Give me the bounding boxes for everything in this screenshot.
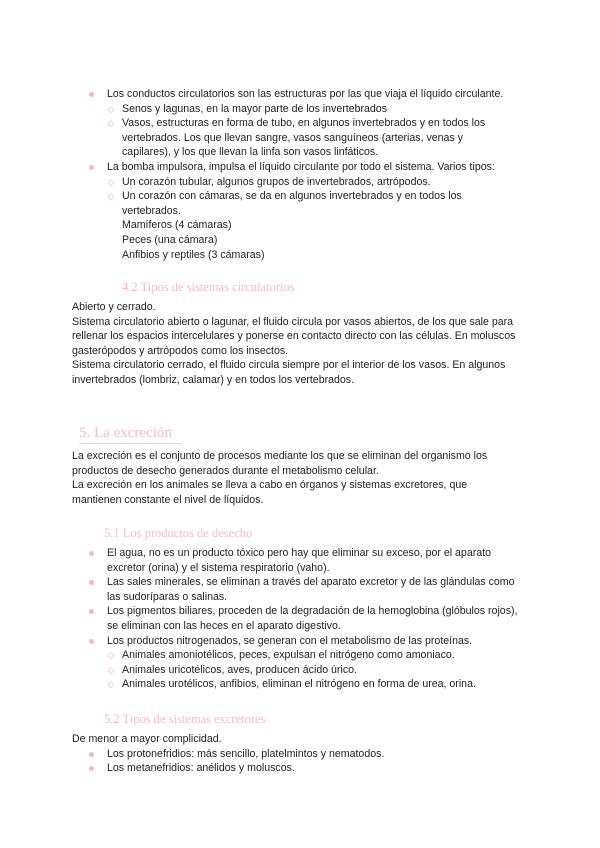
diamond-outline-icon: ◇ bbox=[107, 118, 115, 129]
list-item: Los pigmentos biliares, proceden de la degradación de la hemoglobina (glóbulos rojos), se eliminan con las heces en el aparato digestivo. bbox=[72, 604, 530, 633]
diamond-outline-icon: ◇ bbox=[107, 103, 115, 114]
paragraph: De menor a mayor complicidad. bbox=[72, 733, 222, 745]
list-item: ◇ Vasos, estructuras en forma de tubo, en algunos invertebrados y en todos los vertebrados. Los que llevan sangre, vasos sanguíneos (arterias, venas y capilares), y los que llevan la linfa son vasos linfáticos. bbox=[107, 117, 486, 159]
list-item: ◇ Senos y lagunas, en la mayor parte de los invertebrados bbox=[107, 102, 387, 115]
list-item: Los conductos circulatorios son las estructuras por las que viaja el líquido circulante. bbox=[72, 87, 532, 102]
list-item: Los protonefridios: más sencillo, platelmintos y nematodos. bbox=[72, 747, 530, 762]
diamond-outline-icon: ◇ bbox=[107, 664, 115, 675]
paragraph: La excreción en los animales se lleva a cabo en órganos y sistemas excretores, que mantienen constante el nivel de líquidos. bbox=[72, 479, 468, 506]
pink-dot-icon bbox=[89, 766, 94, 771]
list-item: ◇ Animales urotélicos, anfibios, eliminan el nitrógeno en forma de urea, orina. bbox=[107, 678, 476, 691]
diamond-outline-icon: ◇ bbox=[107, 679, 115, 690]
section-heading-5-1: 5.1 Los productos de desecho bbox=[104, 526, 253, 540]
pink-dot-icon bbox=[89, 609, 94, 614]
list-item: ◇ Un corazón con cámaras, se da en algunos invertebrados y en todos los vertebrados. bbox=[107, 190, 462, 217]
list-item: Las sales minerales, se eliminan a través del aparato excretor y de las glándulas como las sudoríparas o salinas. bbox=[72, 575, 527, 604]
pink-dot-icon bbox=[89, 92, 94, 97]
section-heading-5-2: 5.2 Tipos de sistemas excretores bbox=[104, 712, 266, 726]
list-continuation: Mamíferos (4 cámaras) bbox=[122, 219, 232, 232]
paragraph: Sistema circulatorio cerrado, el fluido circula siempre por el interior de los vasos. En algunos invertebrados (lombriz, calamar) y en todos los vertebrados. bbox=[72, 359, 506, 386]
section-heading-4-2: 4.2 Tipos de sistemas circulatorios bbox=[122, 280, 295, 294]
section-5-body bbox=[72, 449, 517, 507]
diamond-outline-icon: ◇ bbox=[107, 650, 115, 661]
paragraph: Abierto y cerrado. bbox=[72, 301, 156, 313]
list-item: ◇ Animales uricotélicos, aves, producen ácido úrico. bbox=[107, 663, 357, 676]
list-item: Los metanefridios: anélidos y moluscos. bbox=[72, 761, 530, 776]
pink-dot-icon bbox=[89, 551, 94, 556]
list-item: Los productos nitrogenados, se generan con el metabolismo de las proteínas. bbox=[72, 634, 530, 649]
pink-dot-icon bbox=[89, 752, 94, 757]
circulatory-list bbox=[72, 87, 532, 262]
waste-products-list bbox=[72, 546, 530, 692]
section-heading-5-text: 5. La excreción bbox=[79, 425, 172, 441]
paragraph: Sistema circulatorio abierto o lagunar, el fluido circula por vasos abiertos, de los que sale para rellenar los espacios intercelulares y ponerse en contacto directo con las células. En moluscos gasterópodos y artrópodos como los insectos. bbox=[72, 315, 516, 357]
list-continuation: Anfibios y reptiles (3 cámaras) bbox=[122, 248, 265, 261]
diamond-outline-icon: ◇ bbox=[107, 176, 115, 187]
list-item: ◇ Un corazón tubular, algunos grupos de invertebrados, artrópodos. bbox=[107, 175, 431, 188]
section-heading-5 bbox=[79, 424, 182, 444]
pink-dot-icon bbox=[89, 639, 94, 644]
diamond-outline-icon: ◇ bbox=[107, 191, 115, 202]
list-item: El agua, no es un producto tóxico pero hay que eliminar su exceso, por el aparato excretor (orina) y el sistema respiratorio (vaho). bbox=[72, 546, 530, 575]
list-item: ◇ Animales amoniotélicos, peces, expulsan el nitrógeno como amoniaco. bbox=[107, 649, 455, 662]
excretory-systems-body bbox=[72, 732, 530, 776]
paragraph: La excreción es el conjunto de procesos mediante los que se eliminan del organismo los productos de desecho generados durante el metabolismo celular. bbox=[72, 450, 488, 477]
section-4-2-body bbox=[72, 300, 520, 388]
pink-dot-icon bbox=[89, 165, 94, 170]
list-item: La bomba impulsora, impulsa el líquido circulante por todo el sistema. Varios tipos: bbox=[72, 160, 532, 175]
list-continuation: Peces (una cámara) bbox=[122, 233, 218, 246]
pink-dot-icon bbox=[89, 580, 94, 585]
